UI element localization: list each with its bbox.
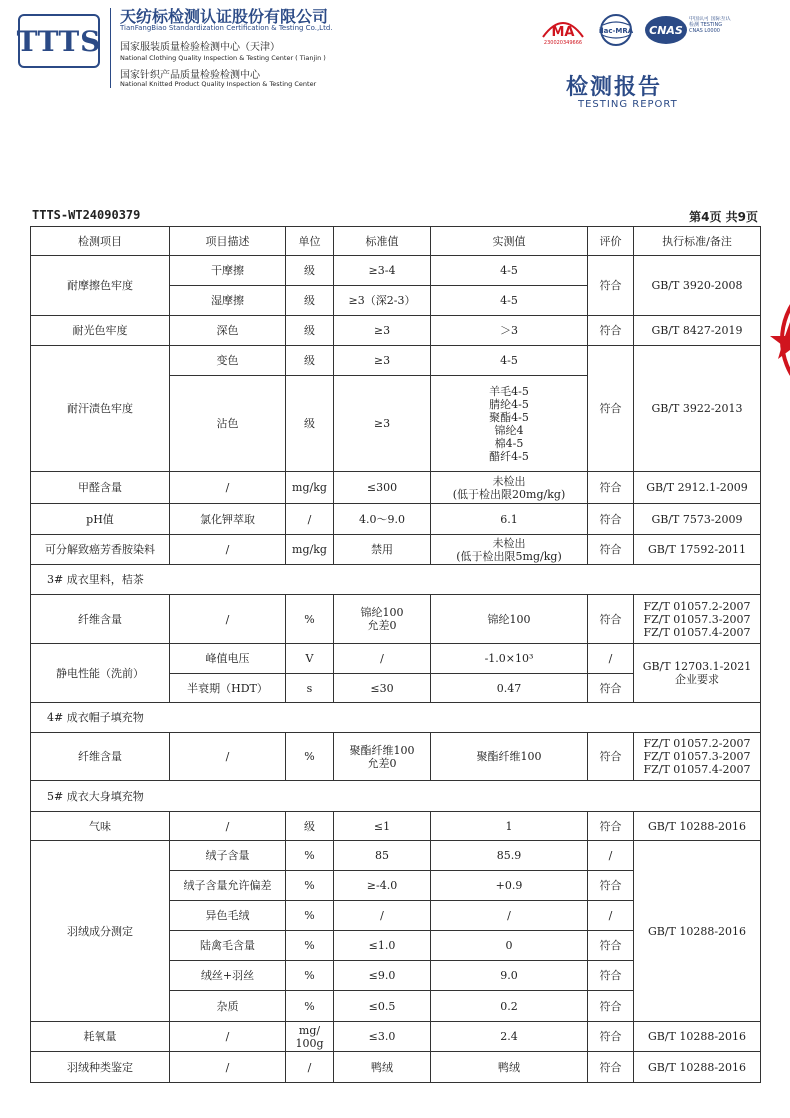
table-cell: mg/kg [286,472,334,504]
header-cell: 实测值 [431,227,588,256]
table-cell: % [286,871,334,901]
table-cell: 符合 [588,674,634,703]
ma-mark-number: 230020349666 [543,40,583,45]
table-cell: / [588,841,634,871]
table-cell: GB/T 10288-2016 [634,1052,761,1083]
table-cell: ≤9.0 [334,961,431,991]
header-divider [110,8,111,88]
table-cell: % [286,901,334,931]
table-cell: GB/T 17592-2011 [634,535,761,565]
table-cell: ≥3 [334,316,431,346]
red-seal-stamp-icon [770,260,790,420]
table-cell: 符合 [588,733,634,781]
center2-name-en: National Knitted Product Quality Inspection & Testing Center [120,80,317,88]
table-cell: 静电性能（洗前） [31,644,170,703]
table-cell: 羊毛4-5 腈纶4-5 聚酯4-5 锦纶4 棉4-5 醋纤4-5 [431,376,588,472]
table-cell: 未检出 (低于检出限5mg/kg) [431,535,588,565]
report-header [0,0,790,130]
table-cell: 沾色 [170,376,286,472]
table-row [31,841,761,871]
table-cell: 符合 [588,812,634,841]
table-cell: ≤30 [334,674,431,703]
table-cell: / [170,733,286,781]
table-cell: ≤300 [334,472,431,504]
table-cell: 符合 [588,346,634,472]
table-cell: GB/T 10288-2016 [634,1022,761,1052]
table-row [31,472,761,504]
table-cell: / [588,901,634,931]
table-cell: 聚酯纤维100 [431,733,588,781]
table-cell: GB/T 7573-2009 [634,504,761,535]
company-name-cn: 天纺标检测认证股份有限公司 [120,7,329,26]
table-row [31,733,761,781]
section-row [31,781,761,812]
table-cell: GB/T 2912.1-2009 [634,472,761,504]
table-cell: 干摩擦 [170,256,286,286]
table-cell: V [286,644,334,674]
table-cell: 1 [431,812,588,841]
table-cell: ≤1.0 [334,931,431,961]
company-name-en: TianFangBiao Standardization Certification & Testing Co.,Ltd. [120,24,333,32]
table-row [31,256,761,286]
table-cell: / [170,535,286,565]
table-cell: GB/T 10288-2016 [634,812,761,841]
section-title: 5# 成衣大身填充物 [31,781,761,812]
table-cell: 符合 [588,472,634,504]
table-cell: 绒子含量允许偏差 [170,871,286,901]
table-cell: / [170,472,286,504]
table-cell: % [286,931,334,961]
table-cell: 耗氧量 [31,1022,170,1052]
table-cell: s [286,674,334,703]
table-cell: ≥3-4 [334,256,431,286]
table-cell: 级 [286,346,334,376]
table-cell: 符合 [588,871,634,901]
cnas-mark-icon [644,14,732,46]
table-cell: 湿摩擦 [170,286,286,316]
table-cell: 符合 [588,991,634,1022]
table-cell: 级 [286,286,334,316]
table-row [31,1052,761,1083]
table-row [31,316,761,346]
table-cell: +0.9 [431,871,588,901]
header-cell: 标准值 [334,227,431,256]
table-cell: 符合 [588,931,634,961]
table-cell: 级 [286,316,334,346]
cma-mark-icon [537,15,589,45]
table-cell: 陆禽毛含量 [170,931,286,961]
table-cell: 符合 [588,595,634,644]
table-cell: 级 [286,256,334,286]
section-row [31,703,761,733]
table-cell: 鸭绒 [334,1052,431,1083]
table-cell: 4-5 [431,346,588,376]
table-cell: / [286,1052,334,1083]
table-cell: 9.0 [431,961,588,991]
table-cell: / [286,504,334,535]
table-cell: ≤0.5 [334,991,431,1022]
table-cell: 锦纶100 允差0 [334,595,431,644]
center1-name-en: National Clothing Quality Inspection & Testing Center ( Tianjin ) [120,54,326,62]
table-cell: 可分解致癌芳香胺染料 [31,535,170,565]
table-cell: 纤维含量 [31,595,170,644]
ilac-mark-text: ilac-MRA [598,27,634,35]
header-cell: 项目描述 [170,227,286,256]
table-cell: 耐摩擦色牢度 [31,256,170,316]
table-cell: 4-5 [431,286,588,316]
table-cell: 异色毛绒 [170,901,286,931]
table-cell: ≥-4.0 [334,871,431,901]
table-cell: 锦纶100 [431,595,588,644]
table-cell: % [286,961,334,991]
section-row [31,565,761,595]
table-row [31,346,761,376]
center1-name-cn: 国家服装质量检验检测中心（天津） [120,42,280,53]
table-cell: pH值 [31,504,170,535]
table-cell: 4-5 [431,256,588,286]
header-cell: 执行标准/备注 [634,227,761,256]
table-row [31,535,761,565]
table-cell: 85 [334,841,431,871]
table-cell: / [431,901,588,931]
table-header-row [31,227,761,256]
table-cell: ≥3 [334,376,431,472]
table-cell: 绒丝+羽丝 [170,961,286,991]
header-cell: 单位 [286,227,334,256]
table-cell: 耐汗渍色牢度 [31,346,170,472]
table-cell: 0.47 [431,674,588,703]
table-cell: 0.2 [431,991,588,1022]
section-title: 4# 成衣帽子填充物 [31,703,761,733]
report-number: TTTS-WT24090379 [32,208,141,222]
table-cell: 符合 [588,1052,634,1083]
table-cell: FZ/T 01057.2-2007 FZ/T 01057.3-2007 FZ/T 01057.4-2007 [634,595,761,644]
ma-mark-text: MA [551,25,575,40]
ilac-mra-icon [596,13,636,47]
table-cell: 半衰期（HDT） [170,674,286,703]
table-cell: % [286,841,334,871]
table-cell: / [170,595,286,644]
table-cell: / [334,901,431,931]
table-cell: GB/T 10288-2016 [634,841,761,1022]
cnas-mark-text: CNAS [649,24,683,37]
table-cell: / [170,1022,286,1052]
report-title-en: TESTING REPORT [578,99,678,110]
table-cell: 羽绒成分测定 [31,841,170,1022]
table-cell: 符合 [588,961,634,991]
table-cell: % [286,595,334,644]
header-cell: 评价 [588,227,634,256]
table-cell: 符合 [588,504,634,535]
table-cell: -1.0×10³ [431,644,588,674]
table-cell: 符合 [588,256,634,316]
table-cell: 未检出 (低于检出限20mg/kg) [431,472,588,504]
table-cell: 聚酯纤维100 允差0 [334,733,431,781]
center2-name-cn: 国家针织产品质量检验检测中心 [120,70,260,81]
table-cell: 变色 [170,346,286,376]
table-cell: 符合 [588,1022,634,1052]
table-cell: mg/kg [286,535,334,565]
table-row [31,644,761,674]
section-title: 3# 成衣里料，桔茶 [31,565,761,595]
table-row [31,595,761,644]
table-cell: 级 [286,812,334,841]
table-row [31,812,761,841]
test-results-table [30,226,761,1083]
table-cell: 深色 [170,316,286,346]
table-cell: 羽绒种类鉴定 [31,1052,170,1083]
table-cell: 纤维含量 [31,733,170,781]
table-cell: 0 [431,931,588,961]
table-cell: 2.4 [431,1022,588,1052]
table-cell: mg/ 100g [286,1022,334,1052]
table-cell: 禁用 [334,535,431,565]
table-cell: 气味 [31,812,170,841]
table-cell: 符合 [588,535,634,565]
table-cell: 符合 [588,316,634,346]
table-cell: 绒子含量 [170,841,286,871]
table-cell: 耐光色牢度 [31,316,170,346]
table-cell: 杂质 [170,991,286,1022]
table-cell: 85.9 [431,841,588,871]
table-cell: 6.1 [431,504,588,535]
company-logo: TTTS [18,14,100,68]
table-cell: ≤3.0 [334,1022,431,1052]
table-cell: GB/T 12703.1-2021 企业要求 [634,644,761,703]
table-row [31,1022,761,1052]
table-cell: 鸭绒 [431,1052,588,1083]
table-cell: ≥3（深2-3） [334,286,431,316]
table-cell: ≥3 [334,346,431,376]
table-cell: / [588,644,634,674]
table-cell: GB/T 3920-2008 [634,256,761,316]
cnas-small-text: 中国认可 国际互认 检测 TESTING CNAS L0000 [689,16,731,34]
table-cell: % [286,733,334,781]
table-cell: / [170,1052,286,1083]
header-cell: 检测项目 [31,227,170,256]
table-row [31,504,761,535]
table-cell: 峰值电压 [170,644,286,674]
table-cell: 氯化钾萃取 [170,504,286,535]
table-cell: 甲醛含量 [31,472,170,504]
page-info: 第4页 共9页 [689,210,758,224]
table-cell: GB/T 8427-2019 [634,316,761,346]
report-title-cn: 检测报告 [566,75,663,100]
table-cell: % [286,991,334,1022]
table-cell: 4.0～9.0 [334,504,431,535]
table-cell: / [334,644,431,674]
table-cell: 级 [286,376,334,472]
table-cell: FZ/T 01057.2-2007 FZ/T 01057.3-2007 FZ/T 01057.4-2007 [634,733,761,781]
table-cell: / [170,812,286,841]
table-cell: GB/T 3922-2013 [634,346,761,472]
table-cell: ≤1 [334,812,431,841]
table-cell: ＞3 [431,316,588,346]
